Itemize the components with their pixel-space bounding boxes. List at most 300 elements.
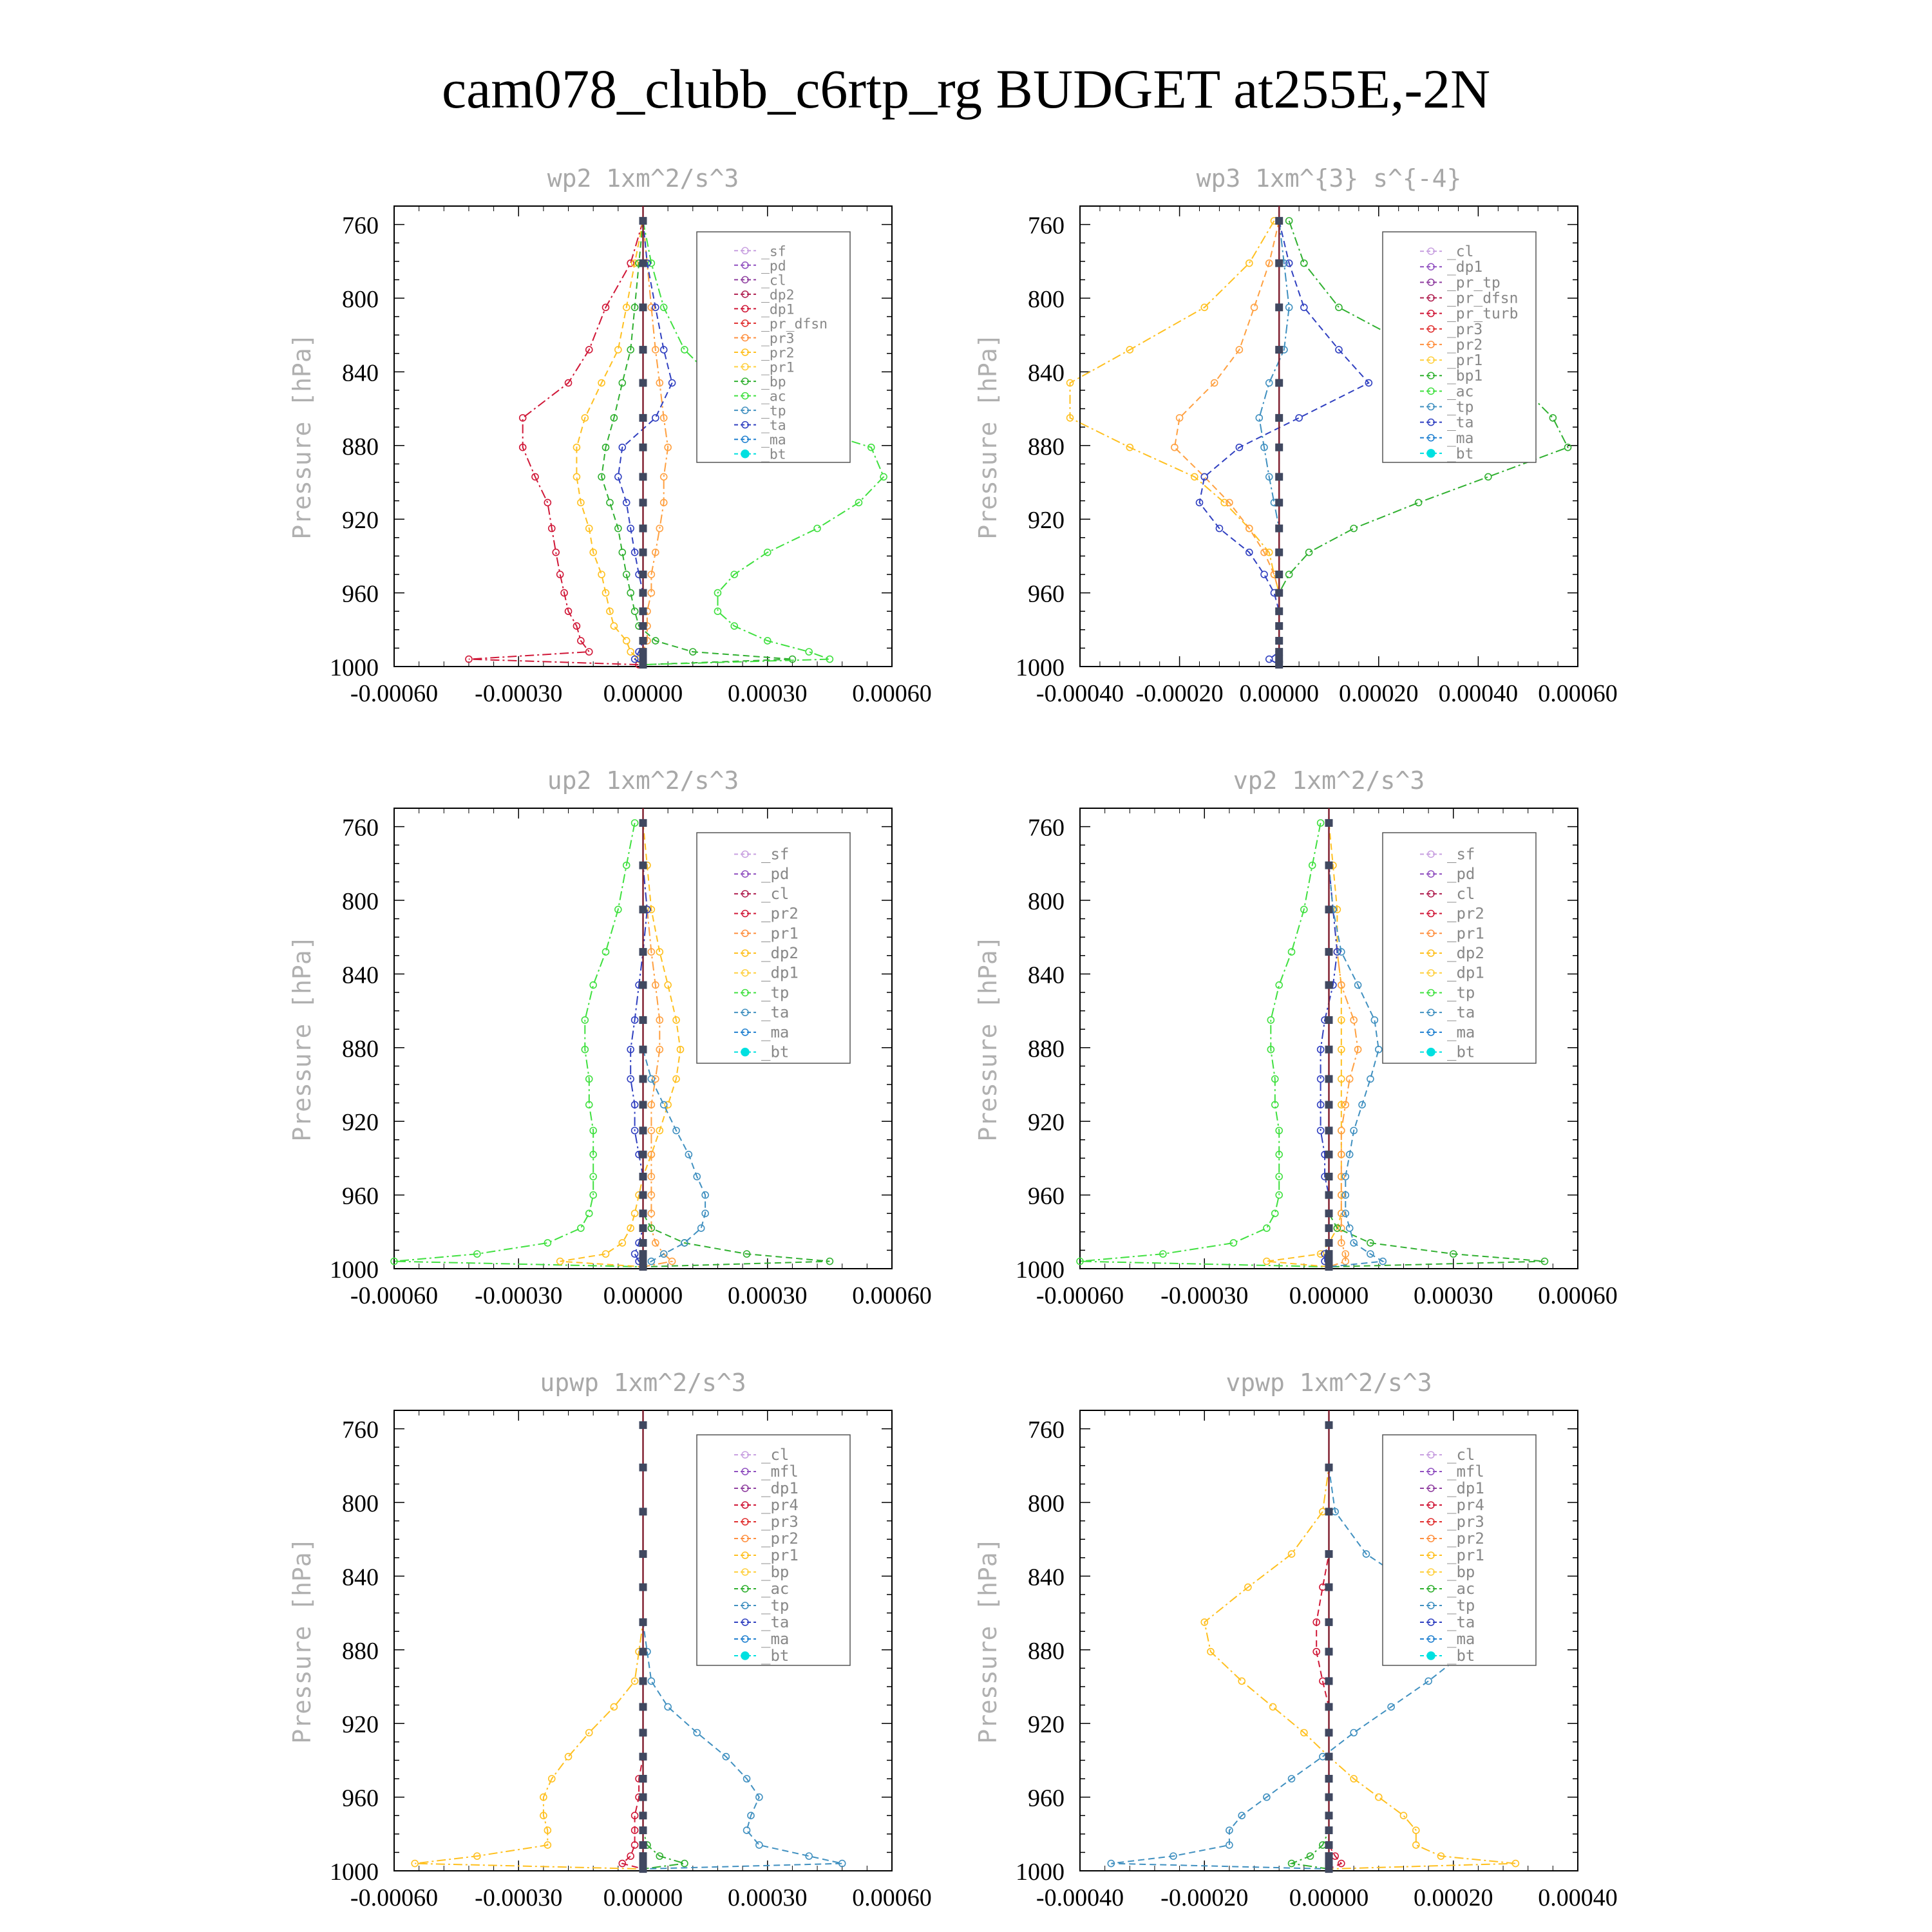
zero-marker	[639, 819, 647, 827]
legend-label: _pr3	[761, 330, 795, 347]
x-tick-label: 0.00060	[1538, 1282, 1618, 1309]
data-point	[1413, 1842, 1419, 1848]
zero-marker	[1325, 1016, 1333, 1024]
legend-label: _dp1	[1447, 1479, 1484, 1497]
zero-marker	[1325, 1464, 1333, 1472]
panel-5	[974, 1368, 1618, 1911]
zero-marker	[1325, 981, 1333, 989]
zero-marker	[639, 1826, 647, 1834]
x-tick-label: -0.00020	[1135, 680, 1224, 707]
x-tick-label: 0.00060	[852, 1884, 932, 1911]
zero-marker	[639, 1224, 647, 1232]
data-point	[1306, 549, 1312, 556]
x-tick-label: -0.00030	[475, 1282, 563, 1309]
legend-label: _pr4	[761, 1496, 799, 1514]
zero-marker	[639, 303, 647, 311]
series-line-_tp	[1329, 823, 1383, 1267]
zero-marker	[639, 1618, 647, 1626]
zero-marker	[1325, 1677, 1333, 1685]
zero-marker	[1325, 1101, 1333, 1108]
y-axis-label: Pressure [hPa]	[288, 1537, 316, 1744]
data-point	[623, 638, 630, 644]
zero-marker	[1275, 589, 1283, 597]
zero-marker	[1325, 1263, 1333, 1271]
data-point	[1549, 415, 1556, 421]
zero-marker	[639, 1729, 647, 1737]
legend-label: _bp1	[1447, 368, 1483, 385]
data-point	[661, 1101, 667, 1108]
x-tick-label: -0.00060	[350, 1282, 439, 1309]
zero-marker	[639, 1046, 647, 1054]
y-tick-label: 840	[342, 359, 379, 387]
zero-marker	[639, 549, 647, 556]
zero-marker	[1325, 1191, 1333, 1199]
data-point	[665, 1703, 671, 1710]
y-tick-label: 1000	[1016, 1859, 1065, 1886]
legend-label: _bt	[761, 1647, 790, 1665]
data-point	[598, 571, 605, 578]
zero-marker	[639, 607, 647, 615]
zero-marker	[639, 1794, 647, 1801]
zero-marker	[1275, 444, 1283, 451]
zero-marker	[639, 414, 647, 422]
zero-marker	[639, 346, 647, 354]
data-point	[1238, 1678, 1245, 1684]
zero-marker	[639, 1812, 647, 1819]
zero-marker	[1325, 1127, 1333, 1135]
legend-label: _dp1	[1447, 963, 1484, 982]
data-point	[1301, 304, 1307, 310]
data-point	[681, 346, 688, 353]
zero-marker	[639, 661, 647, 668]
x-tick-label: 0.00030	[1414, 1282, 1493, 1309]
legend-label: _sf	[761, 845, 790, 864]
zero-marker	[1325, 1224, 1333, 1232]
data-point	[1400, 1812, 1406, 1819]
zero-marker	[1275, 571, 1283, 578]
x-tick-label: 0.00040	[1438, 680, 1519, 707]
zero-marker	[639, 1677, 647, 1685]
zero-marker	[1275, 648, 1283, 656]
legend-label: _ac	[1447, 383, 1474, 401]
zero-marker	[1275, 414, 1283, 422]
legend-label: _sf	[761, 243, 786, 260]
x-tick-label: -0.00040	[1036, 680, 1124, 707]
legend-label: _ta	[1447, 1613, 1475, 1631]
x-tick-label: 0.00060	[852, 1282, 932, 1309]
zero-marker	[639, 1075, 647, 1083]
x-tick-label: 0.00000	[1289, 1282, 1369, 1309]
y-axis-label: Pressure [hPa]	[974, 1537, 1002, 1744]
legend-label: _pr1	[1447, 924, 1484, 943]
y-tick-label: 800	[342, 1490, 379, 1517]
panel-4	[288, 1368, 932, 1911]
legend-label: _ta	[1447, 414, 1474, 431]
x-tick-label: 0.00040	[1538, 1884, 1618, 1911]
zero-marker	[639, 1550, 647, 1558]
legend-label: _ac	[761, 1580, 790, 1598]
x-tick-label: 0.00030	[728, 680, 808, 707]
legend-label: _dp2	[1447, 944, 1484, 962]
zero-marker	[639, 648, 647, 656]
data-point	[1286, 571, 1293, 578]
y-tick-label: 920	[1028, 1109, 1065, 1137]
legend-label: _tp	[761, 403, 786, 420]
legend-label: _pd	[1447, 865, 1475, 884]
legend-label: _pr1	[761, 359, 795, 376]
panel-title: up2 1xm^2/s^3	[547, 766, 739, 795]
panel-title: wp3 1xm^{3} s^{-4}	[1196, 164, 1462, 193]
zero-marker	[1325, 1794, 1333, 1801]
zero-marker	[639, 905, 647, 913]
zero-marker	[1325, 819, 1333, 827]
legend-label: _pr_dfsn	[761, 316, 828, 332]
legend-label: _tp	[1447, 1596, 1475, 1615]
legend-label: _dp1	[761, 1479, 799, 1497]
legend-label: _cl	[761, 1446, 790, 1464]
data-point	[565, 1754, 572, 1760]
y-tick-label: 920	[342, 507, 379, 535]
zero-marker	[639, 589, 647, 597]
legend-label: _ma	[1447, 1630, 1475, 1648]
zero-marker	[1275, 217, 1283, 225]
y-tick-label: 880	[1028, 433, 1065, 460]
y-tick-label: 920	[1028, 1711, 1065, 1739]
legend-label: _cl	[761, 272, 786, 289]
legend-label: _pd	[761, 865, 790, 884]
y-tick-label: 840	[1028, 359, 1065, 387]
zero-marker	[1325, 1865, 1333, 1873]
x-tick-label: -0.00030	[475, 680, 563, 707]
zero-marker	[639, 473, 647, 480]
legend-label: _pr1	[761, 1546, 799, 1564]
zero-marker	[1275, 622, 1283, 630]
legend-label: _ma	[1447, 430, 1474, 447]
zero-marker	[639, 498, 647, 506]
zero-marker	[1325, 1075, 1333, 1083]
x-tick-label: 0.00000	[603, 1884, 683, 1911]
zero-marker	[1275, 498, 1283, 506]
panel-0	[288, 164, 932, 707]
zero-marker	[1325, 1046, 1333, 1054]
data-point	[578, 1225, 584, 1231]
data-point	[756, 1842, 762, 1848]
y-tick-label: 840	[342, 1564, 379, 1591]
zero-marker	[639, 981, 647, 989]
data-point	[1266, 380, 1273, 386]
zero-marker	[639, 525, 647, 533]
data-point	[1296, 415, 1302, 421]
zero-marker	[639, 1865, 647, 1873]
y-tick-label: 920	[1028, 507, 1065, 535]
zero-marker	[1325, 905, 1333, 913]
zero-marker	[639, 571, 647, 578]
zero-marker	[1325, 1729, 1333, 1737]
legend-label: _pr1	[761, 924, 799, 943]
legend-label: _dp1	[761, 963, 799, 982]
data-point	[607, 499, 613, 506]
y-tick-label: 960	[342, 580, 379, 608]
zero-marker	[639, 1852, 647, 1860]
legend-label: _cl	[761, 884, 790, 903]
panel-1	[974, 164, 1618, 707]
legend-label: _dp1	[761, 301, 795, 318]
y-axis-label: Pressure [hPa]	[288, 333, 316, 540]
data-point	[694, 1730, 700, 1736]
zero-marker	[1325, 1421, 1333, 1429]
series-line-_pr2	[643, 221, 668, 665]
data-point	[627, 649, 634, 655]
zero-marker	[1325, 1584, 1333, 1591]
y-axis-label: Pressure [hPa]	[288, 935, 316, 1142]
data-point	[1286, 218, 1293, 224]
y-tick-label: 760	[342, 814, 379, 842]
data-point	[632, 1251, 638, 1257]
zero-marker	[1325, 1550, 1333, 1558]
series-line-_pr1	[576, 221, 643, 665]
x-tick-label: -0.00060	[1036, 1282, 1124, 1309]
zero-marker	[1275, 303, 1283, 311]
zero-marker	[1325, 862, 1333, 869]
zero-marker	[1275, 607, 1283, 615]
x-tick-label: 0.00030	[728, 1884, 808, 1911]
data-point	[1376, 1794, 1382, 1801]
legend-label: _pr2	[761, 345, 795, 361]
y-tick-label: 880	[1028, 1035, 1065, 1063]
y-axis-label: Pressure [hPa]	[974, 333, 1002, 540]
x-tick-label: -0.00020	[1160, 1884, 1249, 1911]
legend-label: _cl	[1447, 243, 1474, 261]
x-tick-label: -0.00060	[350, 680, 439, 707]
y-tick-label: 1000	[330, 654, 379, 681]
data-point	[744, 1827, 750, 1833]
data-point	[1350, 1730, 1357, 1736]
y-tick-label: 800	[1028, 286, 1065, 313]
data-point	[1416, 499, 1422, 506]
data-point	[648, 1678, 654, 1684]
zero-marker	[639, 1239, 647, 1247]
y-tick-label: 960	[1028, 1182, 1065, 1210]
zero-marker	[1325, 1250, 1333, 1258]
zero-marker	[1325, 1703, 1333, 1710]
data-point	[1270, 1703, 1276, 1710]
y-tick-label: 800	[1028, 1490, 1065, 1517]
x-tick-label: 0.00020	[1339, 680, 1419, 707]
y-tick-label: 840	[342, 961, 379, 989]
y-tick-label: 960	[342, 1785, 379, 1812]
y-tick-label: 840	[1028, 1564, 1065, 1591]
zero-marker	[1325, 1618, 1333, 1626]
zero-marker	[639, 1151, 647, 1159]
y-axis-label: Pressure [hPa]	[974, 935, 1002, 1142]
data-point	[652, 415, 659, 421]
legend-label: _ma	[761, 432, 786, 449]
legend-label: _tp	[761, 983, 790, 1002]
zero-marker	[639, 379, 647, 387]
x-tick-label: 0.00000	[603, 680, 683, 707]
legend-label: _dp2	[761, 287, 795, 303]
data-point	[814, 526, 820, 532]
zero-marker	[1325, 1151, 1333, 1159]
zero-marker	[639, 1250, 647, 1258]
legend-label: _ac	[1447, 1580, 1475, 1598]
legend-label: _ta	[761, 1003, 790, 1022]
legend-label: _bt	[1447, 445, 1474, 462]
zero-marker	[1275, 661, 1283, 668]
legend-label: _mfl	[761, 1463, 799, 1481]
x-tick-label: -0.00030	[475, 1884, 563, 1911]
x-tick-label: -0.00030	[1160, 1282, 1249, 1309]
y-tick-label: 960	[1028, 1785, 1065, 1812]
zero-marker	[1325, 1812, 1333, 1819]
legend-label: _pr3	[1447, 321, 1483, 338]
zero-marker	[1325, 1753, 1333, 1761]
panel-title: wp2 1xm^2/s^3	[547, 164, 739, 193]
series-line-_bp	[1292, 1425, 1329, 1869]
y-tick-label: 800	[342, 888, 379, 915]
zero-marker	[639, 1421, 647, 1429]
y-tick-label: 1000	[330, 1859, 379, 1886]
legend-label: _pr2	[1447, 1530, 1484, 1548]
zero-marker	[1325, 1852, 1333, 1860]
zero-marker	[639, 260, 647, 267]
data-point	[806, 649, 812, 655]
legend-label: _bt	[1447, 1043, 1475, 1061]
legend-label: _pr_dfsn	[1447, 290, 1519, 307]
zero-marker	[1325, 1841, 1333, 1849]
zero-marker	[639, 1584, 647, 1591]
x-tick-label: 0.00030	[728, 1282, 808, 1309]
series-line-_pr2	[1329, 823, 1358, 1267]
legend-label: _ta	[1447, 1003, 1475, 1022]
series-line-_dp1	[1080, 823, 1329, 1267]
zero-marker	[639, 637, 647, 645]
y-tick-label: 800	[342, 286, 379, 313]
data-point	[1318, 1075, 1324, 1082]
legend-label: _ma	[1447, 1023, 1475, 1041]
legend-label: _pr_tp	[1447, 274, 1501, 292]
zero-marker	[639, 1173, 647, 1180]
legend-label: _pr2	[761, 904, 799, 923]
series-line-_pr2	[643, 823, 672, 1267]
legend-label: _pr2	[1447, 904, 1484, 923]
y-tick-label: 880	[1028, 1637, 1065, 1665]
y-tick-label: 800	[1028, 888, 1065, 915]
data-point	[615, 473, 621, 480]
legend-label: _tp	[1447, 399, 1474, 416]
zero-marker	[639, 1508, 647, 1515]
zero-marker	[1275, 379, 1283, 387]
legend-label: _bp	[761, 1563, 790, 1581]
y-tick-label: 880	[342, 1035, 379, 1063]
data-point	[1336, 304, 1342, 310]
zero-marker	[1275, 549, 1283, 556]
zero-marker	[639, 1016, 647, 1024]
legend-label: _pr3	[761, 1513, 799, 1531]
zero-marker	[1275, 637, 1283, 645]
y-tick-label: 1000	[1016, 654, 1065, 681]
legend-label: _pr_turb	[1447, 305, 1519, 323]
x-tick-label: -0.00040	[1036, 1884, 1124, 1911]
zero-marker	[1275, 260, 1283, 267]
zero-marker	[639, 1775, 647, 1783]
y-tick-label: 1000	[330, 1256, 379, 1283]
zero-marker	[639, 217, 647, 225]
zero-marker	[639, 1263, 647, 1271]
legend-marker	[1427, 1652, 1435, 1660]
data-point	[1261, 571, 1267, 578]
legend-label: _pr1	[1447, 352, 1483, 370]
series-line-_ta	[618, 221, 672, 665]
y-tick-label: 760	[342, 212, 379, 240]
panel-title: upwp 1xm^2/s^3	[540, 1368, 746, 1397]
legend-label: _bt	[1447, 1647, 1475, 1665]
legend-label: _bp	[761, 374, 786, 391]
legend-label: _pr2	[761, 1530, 799, 1548]
panel-title: vpwp 1xm^2/s^3	[1226, 1368, 1432, 1397]
zero-marker	[639, 948, 647, 956]
y-tick-label: 880	[342, 1637, 379, 1665]
y-tick-label: 920	[342, 1109, 379, 1137]
legend-label: _pr4	[1447, 1496, 1484, 1514]
legend-label: _bp	[1447, 1563, 1475, 1581]
legend-label: _cl	[1447, 884, 1475, 903]
zero-marker	[1325, 1826, 1333, 1834]
series-line-_bp	[643, 1425, 685, 1869]
zero-marker	[1275, 473, 1283, 480]
legend-marker	[741, 450, 749, 458]
data-point	[611, 1703, 617, 1710]
zero-marker	[639, 1841, 647, 1849]
legend-label: _bt	[761, 446, 786, 463]
legend-label: _ac	[761, 388, 786, 405]
x-tick-label: -0.00060	[350, 1884, 439, 1911]
legend-label: _tp	[1447, 983, 1475, 1002]
series-line-_dp1	[469, 221, 643, 665]
zero-marker	[1325, 1209, 1333, 1217]
data-point	[1264, 1225, 1270, 1231]
legend-label: _ma	[761, 1630, 790, 1648]
zero-marker	[639, 862, 647, 869]
zero-marker	[639, 622, 647, 630]
legend-label: _pd	[761, 258, 786, 274]
figure-title: cam078_clubb_c6rtp_rg BUDGET at255E,-2N	[441, 58, 1491, 120]
legend-marker	[741, 1048, 749, 1056]
legend-label: _ta	[761, 417, 786, 434]
data-point	[1350, 526, 1357, 532]
legend-marker	[1427, 1048, 1435, 1056]
x-tick-label: 0.00000	[1239, 680, 1319, 707]
y-tick-label: 960	[1028, 580, 1065, 608]
y-tick-label: 760	[342, 1416, 379, 1444]
x-tick-label: 0.00000	[1289, 1884, 1369, 1911]
legend-label: _ta	[761, 1613, 790, 1631]
y-tick-label: 760	[1028, 814, 1065, 842]
legend-label: _pr2	[1447, 336, 1483, 354]
data-point	[1485, 473, 1492, 480]
panel-2	[288, 766, 932, 1309]
zero-marker	[1325, 1173, 1333, 1180]
zero-marker	[1325, 1239, 1333, 1247]
zero-marker	[639, 1648, 647, 1656]
data-point	[627, 1853, 634, 1859]
data-point	[611, 623, 617, 629]
y-tick-label: 960	[342, 1182, 379, 1210]
legend-label: _bt	[761, 1043, 790, 1061]
y-tick-label: 760	[1028, 212, 1065, 240]
x-tick-label: 0.00060	[852, 680, 932, 707]
panel-title: vp2 1xm^2/s^3	[1233, 766, 1425, 795]
